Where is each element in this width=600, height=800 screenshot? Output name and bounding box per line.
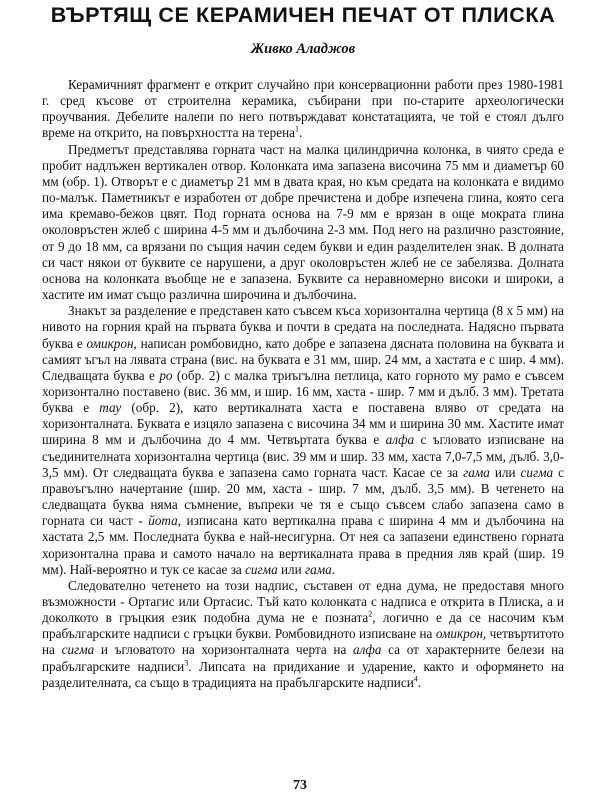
text-run: .	[299, 125, 303, 141]
author-name: Живко Аладжов	[250, 41, 356, 57]
page-number: 73	[293, 778, 307, 793]
text-run: .	[331, 561, 336, 577]
text-run: са от характерните белези на прабългарските надписи	[42, 642, 564, 674]
letter-name: омикрон	[86, 335, 134, 351]
text-run: (обр. 2) с малка триъгълна петлица, като горното му рамо е съвсем хоризонтално поставено (вис. 36 мм, и шир. 16 мм, хаста - шир. 7 мм и дълб. 3 мм). Третата буква е	[42, 367, 564, 416]
text-run: Предметът представлява горната част на малка цилиндрична колонка, в чиято среда е пробит надлъжен вертикален отвор. Колонката има запазена височина 75 мм и диаметър 60 мм (обр. 1). Отворът е с диаметър 21 мм в двата края, но към средата на колонката е видимо по-малък. Паметникът е изработен от добре пречистена и добре изпечена глина, която сега има кремаво-бежов цвят. Под горната основа на 7-9 мм е врязан в още мократа глина околовръстен жлеб с ширина 4-5 мм и дълбочина 2-3 мм. Под него на различно разстояние, от 9 до 18 мм, са врязани по същия начин седем букви и един разделителен знак. В долната си част някои от буквите се нарушени, а друг околовръстен жлеб не се забелязва. Долната основа на колонката въобще не е запазена. Буквите са неравномерно високи и широки, а хастите им имат също различна широчина и дълбочина.	[42, 141, 564, 303]
footnote-marker: 4	[413, 674, 418, 684]
text-run: с правоъгълно начертание (шир. 20 мм, хаста - шир. 7 мм, дълб. 3,5 мм). В четенето на следващата буква няма съмнение, въпреки че тя е също съвсем слабо запазена само в горната си част -	[42, 464, 565, 529]
text-run: (обр. 2), като вертикалната хаста е поставена вляво от средата на хоризонталната. Буквата е изцяло запазена с височина 34 мм и ширина 30 мм. Хастите имат ширина 8 мм и дълбочина до 4 мм. Четвъртата буква е	[42, 400, 565, 448]
text-run: Знакът за разделение е представен като съвсем къса хоризонтална чертица (8 х 5 мм) на нивото на горния край на първата буква и почти в средата на последната. Надясно първата буква е	[42, 303, 564, 351]
letter-name: гама	[304, 561, 332, 577]
letter-name: сигма	[245, 561, 278, 577]
letter-name: алфа	[353, 642, 382, 658]
text-run: . Липсата на придихание и ударение, както и оформянето на разделителната, са също в традицията на прабългарските надписи	[42, 658, 564, 690]
text-run: или	[277, 561, 305, 577]
paragraph	[42, 142, 564, 304]
footnote-marker: 3	[184, 658, 189, 668]
paragraph	[42, 77, 564, 142]
letter-name: сигма	[520, 464, 554, 480]
text-run: , логично е да се насочим към прабългарските надписи с гръцки букви. Ромбовидното изписване на	[42, 610, 564, 642]
letter-name: сигма	[61, 642, 95, 658]
text-run: Керамичният фрагмент е открит случайно при консервационни работи през 1980-1981 г. сред късове от строителна керамика, събирани при по-старите археологически проучвания. Дебелите налепи по него потвърждават констатацията, че той е стоял дълго време на открито, на повърхността на терена	[42, 77, 564, 141]
letter-name: тау	[99, 400, 122, 416]
text-run: и ъгловатото на хоризонталната черта на	[94, 642, 353, 658]
paragraph	[42, 578, 564, 691]
letter-name: йота	[148, 513, 178, 529]
text-run: , написан ромбовидно, като добре е запазена дясната половина на буквата и самият ъгъл на лявата страна (вис. на буквата е 31 мм, шир. 24 мм, а хастата е с шир. 4 мм). Следващата буква е	[42, 335, 564, 383]
paragraph	[42, 303, 564, 578]
footnote-marker: 2	[368, 609, 373, 619]
footnote-marker: 1	[295, 125, 300, 135]
text-run: Следователно четенето на този надпис, съставен от една дума, не предоставя много възможности - Ортагис или Ортасис. Тъй като колонката с надписа е открита в Плиска, а и доколкото в гръцкия език подобна дума не е позната	[42, 577, 564, 626]
article-title: ВЪРТЯЩ СЕ КЕРАМИЧЕН ПЕЧАТ ОТ ПЛИСКА	[50, 3, 556, 27]
letter-name: ро	[159, 367, 173, 383]
letter-name: гама	[463, 464, 490, 480]
text-run: .	[417, 674, 422, 690]
article-body	[42, 77, 564, 691]
text-run: , изписана като вертикална права с ширина 4 мм и дълбочина на хастата 2,5 мм. Последната буква е най-несигурна. От нея са запазени единствено горната хоризонтална права и самото начало на вертикалната права в предния ляв край (шир. 19 мм). Най-вероятно и тук се касае за	[42, 513, 564, 577]
letter-name: омикрон	[435, 626, 483, 642]
text-run: , четвъртитото на	[42, 626, 564, 658]
letter-name: алфа	[385, 432, 415, 448]
text-run: или	[489, 464, 521, 480]
text-run: с ъгловато изписване на съединителната хоризонтална чертица (вис. 39 мм и шир. 33 мм, хаста 7,0-7,5 мм, дълб. 3,0-3,5 мм). От следващата буква е запазена само горната част. Касае се за	[42, 432, 565, 480]
